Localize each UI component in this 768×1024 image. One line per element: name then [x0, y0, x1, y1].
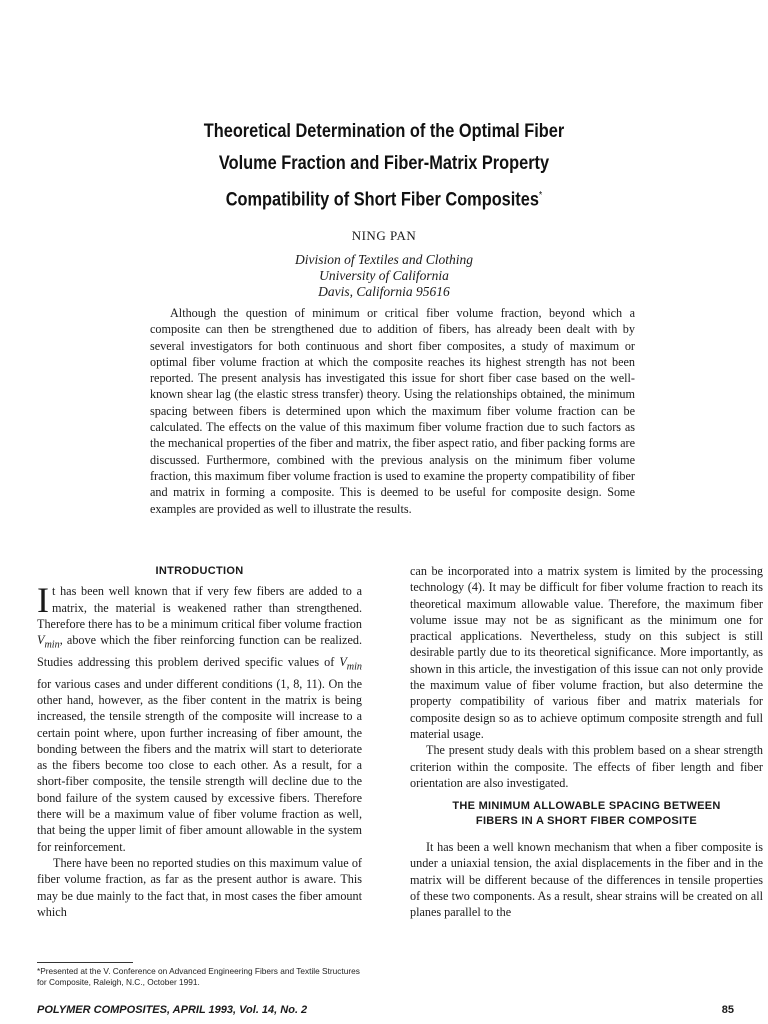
intro-paragraph-1: [37, 580, 362, 855]
affiliation-line-3: Davis, California 95616: [318, 284, 450, 299]
title-line-3-text: Compatibility of Short Fiber Composites: [225, 189, 539, 211]
vmin-subscript: min: [44, 639, 60, 651]
right-paragraph-3: It has been a well known mechanism that when a fiber composite is under a uniaxial tension, the axial displacements in the fiber and in the matrix will be different because of the differences in tensile properties of these two components. As a result, shear strains will be created on all planes parallel to the: [410, 840, 763, 920]
right-paragraph-2: The present study deals with this problem based on a shear strength criterion within the composite. The effects of fiber length and fiber orientation are also investigated.: [410, 743, 763, 790]
affiliation: [0, 252, 768, 300]
abstract: Although the question of minimum or critical fiber volume fraction, beyond which a composite can then be strengthened due to addition of fibers, has already been dealt with by several investigators for both continuous and short fiber composites, a study of maximum or optimal fiber volume fraction at which the composite reaches its highest strength has not been reported. The present analysis has investigated this issue for short fiber case based on the well-known shear lag (the elastic stress transfer) theory. Using the relationships obtained, the minimum spacing between fibers is determined upon which the maximum fiber volume fraction can be calculated. The effects on the value of this maximum fiber volume fraction due to such factors as the mechanical properties of the fiber and matrix, the fiber aspect ratio, and fiber packing forms are discussed. Furthermore, combined with the previous analysis on the minimum fiber volume fraction, this maximum fiber volume fraction is used to examine the property compatibility of fiber and matrix in forming a composite. This is deemed to be useful for composite design. Some examples are provided as well to illustrate the results.: [150, 306, 635, 516]
vmin-subscript-2: min: [346, 661, 362, 673]
right-paragraph-1: can be incorporated into a matrix system is limited by the processing technology (4). It may be difficult for fiber volume fraction to reach its theoretical maximum allowable value. Therefore, the maximum fiber volume issue may not be as significant as the minimum one for practical applications. Nevertheless, study on this subject is still desirable partly due to its theoretical significance. More importantly, as shown in this article, the investigation of this issue can not only provide the maximum value of fiber volume fraction, but also determine the property compatibility of various fiber and matrix materials for composite design so as to achieve optimum composite strength and full material usage.: [410, 564, 763, 741]
title-line-3: [140, 180, 628, 216]
title-footnote-mark: *: [538, 190, 543, 201]
section-heading-introduction: INTRODUCTION: [155, 565, 244, 577]
intro-paragraph-2: There have been no reported studies on this maximum value of fiber volume fraction, as far as the present author is aware. This may be due mainly to the fact that, in most cases the fiber amount which: [37, 855, 362, 919]
intro-p1-part-a: t has been well known that if very few fibers are added to a matrix, the material is weakened rather than strengthened. Therefore there has to be a minimum critical fiber volume fraction: [37, 584, 362, 631]
journal-citation: POLYMER COMPOSITES, APRIL 1993, Vol. 14, No. 2: [37, 1004, 308, 1016]
page-number: 85: [721, 1004, 734, 1016]
vmin-symbol: V: [37, 633, 45, 648]
drop-cap: I: [37, 580, 49, 621]
section-heading-minimum-spacing: THE MINIMUM ALLOWABLE SPACING BETWEEN FIBERS IN A SHORT FIBER COMPOSITE: [452, 800, 721, 828]
intro-p1-part-c: for various cases and under different conditions (1, 8, 11). On the other hand, however, as the fiber content in the matrix is being increased, the tensile strength of the composite will increase to a certain point where, upon further increasing of fiber amount, the bonding between the fibers and the matrix will start to deteriorate as the fibers become too close to each other. As a result, for a short-fiber composite, the tensile strength will decline due to the bond failure of the system caused by excessive fibers. Therefore there will be a maximum value of fiber volume fraction as well, that being the upper limit of fiber amount allowable in the system for reinforcement.: [37, 676, 362, 854]
title-line-2: Volume Fraction and Fiber-Matrix Property: [218, 153, 550, 174]
affiliation-line-2: University of California: [319, 268, 449, 283]
footnote-divider: [37, 962, 133, 963]
affiliation-line-1: Division of Textiles and Clothing: [294, 252, 473, 267]
intro-p1-part-b: , above which the fiber reinforcing function can be realized. Studies addressing this problem derived specific values of: [37, 633, 362, 669]
left-column: [37, 563, 362, 920]
footnote: *Presented at the V. Conference on Advanced Engineering Fibers and Textile Structures for Composite, Raleigh, N.C., October 1991.: [37, 966, 360, 987]
title-line-1: Theoretical Determination of the Optimal Fiber: [203, 121, 565, 142]
right-column: [410, 563, 763, 921]
paper-title: [140, 116, 628, 216]
vmin-symbol-2: V: [339, 654, 347, 669]
author-name: NING PAN: [351, 228, 417, 243]
